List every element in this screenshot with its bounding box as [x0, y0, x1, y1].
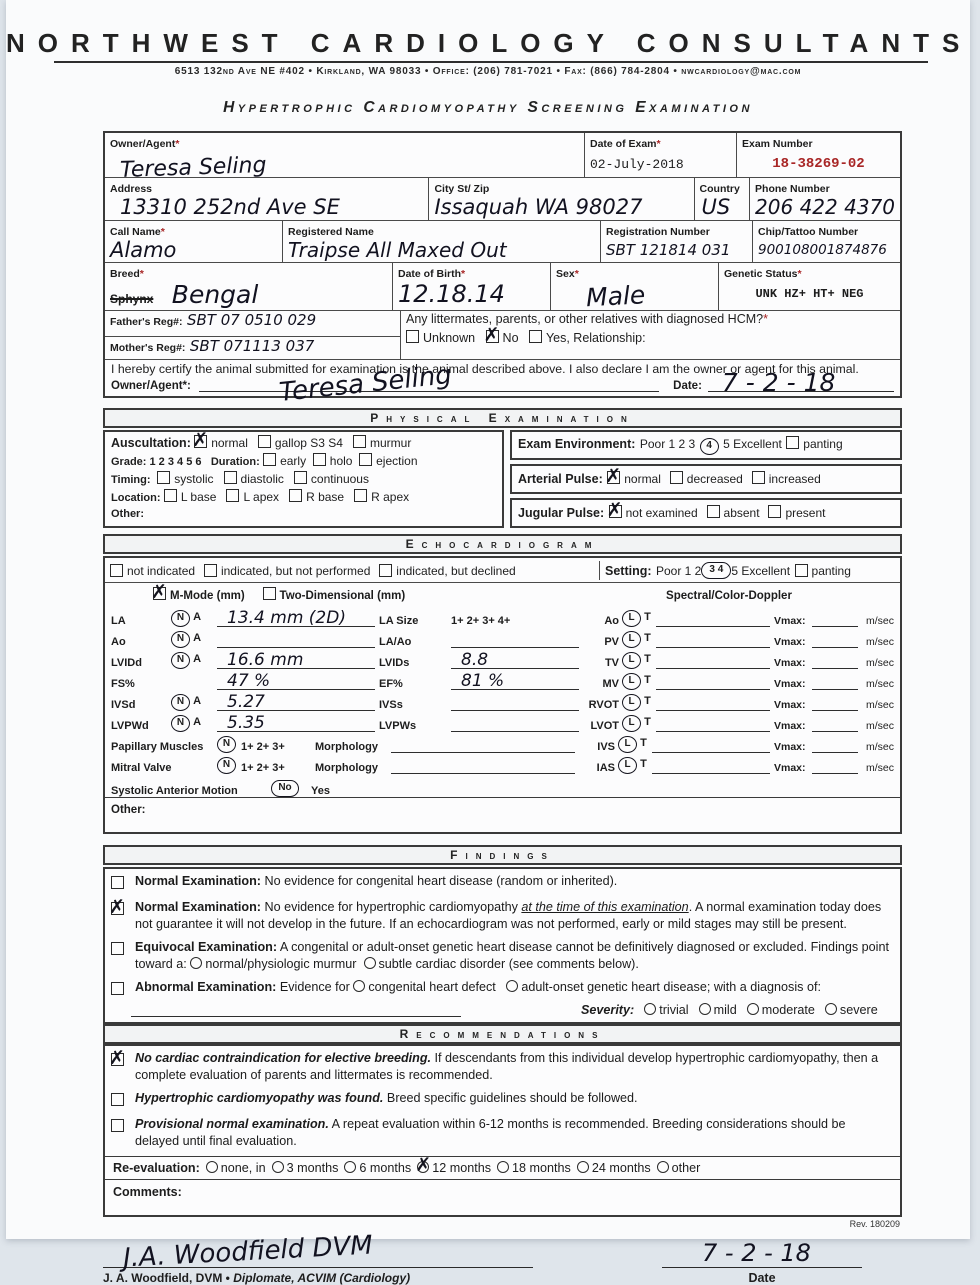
lvids-value: 8.8 [461, 650, 489, 670]
hcm-yes-checkbox[interactable] [529, 330, 542, 343]
loc-rapex-checkbox[interactable] [354, 489, 367, 502]
lvidd-n-circle[interactable]: N [171, 652, 190, 669]
sex-field[interactable]: Sex* Male [551, 263, 719, 310]
arterial-normal-checkbox[interactable] [607, 471, 620, 484]
breed-field[interactable]: Breed* Sphynx Bengal [105, 263, 393, 310]
timing-diastolic-checkbox[interactable] [224, 471, 237, 484]
la-n-circle[interactable]: N [171, 610, 190, 627]
lvot-l-circle[interactable]: L [622, 715, 641, 732]
exam-number-value: 18-38269-02 [772, 156, 865, 172]
vet-printed-name: J. A. Woodfield, DVM • [103, 1271, 230, 1285]
phone-field[interactable]: Phone Number 206 422 4370 [755, 183, 896, 219]
findings-header: Findings [103, 845, 902, 865]
chip-number-field[interactable]: Chip/Tattoo Number 900108001874876 [753, 221, 900, 262]
sam-no-circle[interactable]: No [271, 780, 299, 797]
call-name-field[interactable]: Call Name* Alamo [105, 221, 283, 262]
doppler-line[interactable] [656, 634, 770, 648]
dob-field[interactable]: Date of Birth* 12.18.14 [393, 263, 551, 310]
lvpwd-value: 5.35 [227, 713, 265, 733]
timing-continuous-checkbox[interactable] [294, 471, 307, 484]
form-title: Hypertrophic Cardiomyopathy Screening Examination [223, 99, 753, 116]
reeval-24mo-radio[interactable] [577, 1161, 589, 1173]
equivocal-subtle-radio[interactable] [364, 957, 376, 969]
rec3-checkbox[interactable] [111, 1119, 124, 1132]
laao-line[interactable] [451, 634, 579, 648]
abnormal-congenital-radio[interactable] [353, 980, 365, 992]
owner-agent-field[interactable]: Owner/Agent* Teresa Seling [105, 133, 585, 177]
certification-block: I hereby certify the animal submitted for examination is the animal described above. I also declare I am the owner or agent for this animal. Owner/Agent*: Teresa Seling Date: 7 - 2 - 18 [105, 360, 900, 396]
ias-l-circle[interactable]: L [618, 757, 637, 774]
reeval-3mo-radio[interactable] [272, 1161, 284, 1173]
echo-status-options: not indicated indicated, but not performed indicated, but declined [105, 561, 600, 580]
lvpwd-value-line[interactable] [217, 713, 375, 733]
breed-struck-value: Sphynx [110, 292, 154, 306]
severity-row: Severity: trivial mild moderate severe [105, 1001, 900, 1022]
parent-reg-fields [105, 311, 401, 359]
sex-value: Male [585, 280, 646, 313]
echo-header: Echocardiogram [103, 534, 902, 554]
vmax-line[interactable] [812, 697, 858, 711]
country-field[interactable]: Country US [695, 178, 751, 220]
abnormal-adult-onset-radio[interactable] [506, 980, 518, 992]
vmax-line[interactable] [812, 760, 858, 774]
reeval-6mo-radio[interactable] [344, 1161, 356, 1173]
ef-line[interactable] [451, 671, 579, 691]
duration-ejection-checkbox[interactable] [359, 453, 372, 466]
finding-normal-hcm: ✗ Normal Examination: No evidence for hypertrophic cardiomyopathy at the time of this examination. A normal examination today does not guarantee it will not develop in the future. If an echocardiogram was not performed, early or mild stages may still be present. [105, 895, 900, 935]
loc-lapex-checkbox[interactable] [226, 489, 239, 502]
echo-setting-field: Setting: Poor 1 2 3 4 5 Excellent panting [605, 563, 851, 578]
fs-value-line[interactable] [217, 671, 375, 691]
arterial-pulse-box: Arterial Pulse: ✗ normal decreased increased [510, 464, 902, 494]
date-of-exam-value: 02-July-2018 [590, 157, 684, 172]
vmax-line[interactable] [812, 676, 858, 690]
ausc-normal-checkbox[interactable] [194, 435, 207, 448]
footer-date-line[interactable] [662, 1233, 862, 1268]
date-of-exam-field[interactable]: Date of Exam* 02-July-2018 [585, 133, 737, 177]
registered-name-value: Traipse All Maxed Out [288, 238, 507, 262]
recommendations-header: Recommendations [103, 1024, 902, 1044]
exam-number-field: Exam Number 18-38269-02 [737, 133, 900, 177]
pv-l-circle[interactable]: L [622, 631, 641, 648]
finding2-checkbox[interactable] [111, 902, 124, 915]
ef-value: 81 % [461, 671, 505, 691]
city-field[interactable]: City St/ Zip Issaquah WA 98027 [429, 178, 694, 220]
doppler-line[interactable] [656, 676, 770, 690]
arterial-decreased-checkbox[interactable] [670, 471, 683, 484]
rec1-checkbox[interactable] [111, 1053, 124, 1066]
rvot-l-circle[interactable]: L [622, 694, 641, 711]
certification-text: I hereby certify the animal submitted for examination is the animal described above. I also declare I am the owner or agent for this animal. [111, 362, 859, 376]
finding-abnormal: Abnormal Examination: Evidence for congenital heart defect adult-onset genetic heart disease; with a diagnosis of: [105, 975, 900, 1001]
vmax-line[interactable] [812, 739, 858, 753]
ao-n-circle[interactable]: N [171, 631, 190, 648]
call-name-value: Alamo [110, 238, 177, 262]
vet-signature: J.A. Woodfield DVM [122, 1230, 374, 1274]
mmode-checkbox[interactable] [153, 587, 166, 600]
echo-not-indicated-checkbox[interactable] [110, 564, 123, 577]
loc-lbase-checkbox[interactable] [164, 489, 177, 502]
jugular-absent-checkbox[interactable] [707, 505, 720, 518]
reeval-none-radio[interactable] [206, 1161, 218, 1173]
rec-no-contraindication: ✗ No cardiac contraindication for elective breeding. If descendants from this individual develop hypertrophic cardiomyopathy, then a complete evaluation of parents and littermates is recommended. [105, 1046, 900, 1086]
comments-field[interactable]: Comments: [105, 1179, 900, 1215]
ao-l-circle[interactable]: L [622, 610, 641, 627]
owner-signature: Teresa Seling [277, 360, 454, 408]
doppler-line[interactable] [656, 613, 770, 627]
setting-circled-3-4[interactable]: 3 4 [701, 562, 731, 579]
scanned-form-page [6, 0, 973, 1285]
address-value: 13310 252nd Ave SE [120, 195, 340, 219]
duration-holo-checkbox[interactable] [313, 453, 326, 466]
finding1-checkbox[interactable] [111, 876, 124, 889]
father-reg-value: SBT 07 0510 029 [186, 311, 317, 329]
mv-l-circle[interactable]: L [622, 673, 641, 690]
breed-value: Bengal [171, 280, 259, 309]
registration-number-field[interactable]: Registration Number SBT 121814 031 [601, 221, 753, 262]
severity-severe-radio[interactable] [825, 1003, 837, 1015]
loc-rbase-checkbox[interactable] [289, 489, 302, 502]
echo-box: not indicated indicated, but not performed indicated, but declined Setting: Poor 1 2 3 4 5 Excellent panting ✗M-Mode (mm) Two-Dimensional (mm) Spectral/Color-Doppler LA N A 13.4 mm (2D) LA Size 1+ 2+ 3+ 4+ Ao L T Vmax: m/sec Ao N A LA/Ao PV L T Vmax: m/sec LVIDd N A 16.6 mm LVIDs 8.8 TV L T Vmax: m/sec FS% 47 % EF% 81 % MV L T Vmax: m/sec IVSd N A 5.27 IVSs RVOT L T Vmax: m/sec LVPWd N A 5.35 LVPWs LVOT L T Vmax: m/sec Papillary Muscles N 1+ 2+ 3+ Morphology IVS L T Vmax: m/sec Mitral Valve N 1+ 2+ 3+ Morphology IAS L T Vmax: m/sec Systolic Anterior Motion No Yes Other: [103, 556, 902, 834]
doppler-line[interactable] [652, 760, 770, 774]
hcm-question-field: Any littermates, parents, or other relatives with diagnosed HCM?* Unknown ✗ No Yes, Relationship: [401, 311, 900, 359]
owner-sign-label: Owner/Agent*: [111, 380, 191, 392]
finding-normal-congenital: Normal Examination: No evidence for congenital heart disease (random or inherited). [105, 869, 900, 895]
father-reg-field[interactable]: Father's Reg#: SBT 07 0510 029 [105, 311, 400, 337]
phone-value: 206 422 4370 [755, 195, 896, 219]
jugular-not-examined-checkbox[interactable] [609, 505, 622, 518]
owner-agent-value: Teresa Seling [119, 152, 267, 184]
lvidd-value-line[interactable] [217, 650, 375, 670]
vmax-line[interactable] [812, 718, 858, 732]
mv-morphology-line[interactable] [391, 760, 575, 774]
header-rule [54, 61, 928, 63]
papillary-n-circle[interactable]: N [217, 736, 236, 753]
la-value: 13.4 mm (2D) [227, 608, 346, 628]
genetic-status-options: UNK HZ+ HT+ NEG [755, 287, 864, 301]
rec-hcm-found: Hypertrophic cardiomyopathy was found. Breed specific guidelines should be followed. [105, 1086, 900, 1112]
echo-not-performed-checkbox[interactable] [204, 564, 217, 577]
arterial-increased-checkbox[interactable] [752, 471, 765, 484]
ivsd-value-line[interactable] [217, 692, 375, 712]
doppler-line[interactable] [656, 718, 770, 732]
la-value-line[interactable] [217, 608, 375, 628]
reevaluation-row: Re-evaluation: none, in 3 months 6 months ✗ 12 months 18 months 24 months other [105, 1156, 900, 1179]
hcm-unknown-checkbox[interactable] [406, 330, 419, 343]
doppler-line[interactable] [652, 739, 770, 753]
genetic-status-field[interactable]: Genetic Status* UNK HZ+ HT+ NEG [719, 263, 900, 310]
diagnosis-line[interactable] [131, 1003, 461, 1017]
dob-value: 12.18.14 [398, 280, 505, 308]
vmax-line[interactable] [812, 613, 858, 627]
footer-date-label: Date [748, 1271, 776, 1285]
pap-morphology-line[interactable] [391, 739, 575, 753]
lvpwd-n-circle[interactable]: N [171, 715, 190, 732]
ivs-l-circle[interactable]: L [618, 736, 637, 753]
ivsd-value: 5.27 [227, 692, 265, 712]
env-circled-4[interactable]: 4 [700, 438, 719, 455]
doppler-header: Spectral/Color-Doppler [666, 590, 792, 602]
lvidd-value: 16.6 mm [227, 650, 304, 670]
severity-mild-radio[interactable] [699, 1003, 711, 1015]
owner-sign-date: 7 - 2 - 18 [721, 368, 836, 397]
finding3-checkbox[interactable] [111, 942, 124, 955]
rec2-checkbox[interactable] [111, 1093, 124, 1106]
company-name: NORTHWEST CARDIOLOGY CONSULTANTS [6, 28, 973, 58]
lvpws-line[interactable] [451, 718, 579, 732]
timing-systolic-checkbox[interactable] [157, 471, 170, 484]
revision-number: Rev. 180209 [849, 1219, 900, 1229]
country-value: US [701, 195, 731, 219]
two-dimensional-checkbox[interactable] [263, 587, 276, 600]
chip-number-value: 900108001874876 [758, 242, 887, 258]
recommendations-box [103, 1044, 902, 1217]
ivss-line[interactable] [451, 697, 579, 711]
exam-right-column [510, 430, 902, 528]
registration-number-value: SBT 121814 031 [606, 241, 731, 259]
city-value: Issaquah WA 98027 [434, 195, 643, 219]
reeval-18mo-radio[interactable] [497, 1161, 509, 1173]
vmax-line[interactable] [812, 655, 858, 669]
severity-trivial-radio[interactable] [644, 1003, 656, 1015]
address-field[interactable]: Address 13310 252nd Ave SE [105, 178, 429, 220]
reeval-12mo-radio[interactable] [417, 1161, 429, 1173]
equivocal-murmur-radio[interactable] [190, 957, 202, 969]
mother-reg-value: SBT 071113 037 [189, 337, 315, 355]
doppler-line[interactable] [656, 655, 770, 669]
mother-reg-field[interactable]: Mother's Reg#: SBT 071113 037 [110, 337, 315, 355]
owner-sign-date-line[interactable] [708, 368, 894, 397]
reeval-other-radio[interactable] [657, 1161, 669, 1173]
ao-value-line[interactable] [217, 634, 375, 648]
mitral-n-circle[interactable]: N [217, 757, 236, 774]
registered-name-field[interactable]: Registered Name Traipse All Maxed Out [283, 221, 601, 262]
ausc-murmur-checkbox[interactable] [353, 435, 366, 448]
hcm-no-checkbox[interactable] [486, 330, 499, 343]
echo-declined-checkbox[interactable] [379, 564, 392, 577]
ausc-gallop-checkbox[interactable] [258, 435, 271, 448]
echo-measurements: LA N A 13.4 mm (2D) LA Size 1+ 2+ 3+ 4+ Ao L T Vmax: m/sec Ao N A LA/Ao PV L T Vmax: m/sec LVIDd N A 16.6 mm LVIDs 8.8 TV L T Vmax: m/sec FS% 47 % EF% 81 % MV L T Vmax: m/sec IVSd N A 5.27 IVSs RVOT L T Vmax: m/sec LVPWd N A 5.35 LVPWs LVOT L T Vmax: m/sec Papillary Muscles N 1+ 2+ 3+ Morphology IVS L T Vmax: m/sec Mitral Valve N 1+ 2+ 3+ Morphology IAS L T Vmax: m/sec Systolic Anterior Motion No Yes [111, 608, 894, 797]
tv-l-circle[interactable]: L [622, 652, 641, 669]
finding4-checkbox[interactable] [111, 982, 124, 995]
jugular-present-checkbox[interactable] [768, 505, 781, 518]
echo-other-field[interactable]: Other: [105, 797, 900, 832]
vmax-line[interactable] [812, 634, 858, 648]
ivsd-n-circle[interactable]: N [171, 694, 190, 711]
doppler-line[interactable] [656, 697, 770, 711]
duration-early-checkbox[interactable] [263, 453, 276, 466]
physical-exam-header: Physical Examination [103, 408, 902, 428]
finding-equivocal: Equivocal Examination: A congenital or adult-onset genetic heart disease cannot be definitively diagnosed or excluded. Findings point toward a: normal/physiologic murmur subtle cardiac disorder (see comments below). [105, 935, 900, 975]
footer-date-value: 7 - 2 - 18 [702, 1239, 811, 1267]
company-address: 6513 132nd Ave NE #402 • Kirkland, WA 98033 • Office: (206) 781-7021 • Fax: (866) 784-2804 • nwcardiology@mac.com [174, 66, 802, 77]
setting-panting-checkbox[interactable] [795, 564, 808, 577]
severity-moderate-radio[interactable] [747, 1003, 759, 1015]
owner-agent-label: Owner/Agent [110, 138, 176, 150]
auscultation-box: Auscultation: ✗ normal gallop S3 S4 murmur Grade: 1 2 3 4 5 6 Duration: early holo ejection Timing: systolic diastolic continuous Location: L base L apex R base R apex Other: [103, 430, 504, 528]
exam-environment-box: Exam Environment: Poor 1 2 3 4 5 Excellent panting [510, 430, 902, 460]
owner-info-table [103, 131, 902, 408]
signature-footer: J.A. Woodfield DVM J. A. Woodfield, DVM • Diplomate, ACVIM (Cardiology) 7 - 2 - 18 Date [103, 1233, 902, 1285]
env-panting-checkbox[interactable] [786, 436, 799, 449]
findings-box [103, 867, 902, 1024]
lvids-line[interactable] [451, 650, 579, 670]
rec-provisional: Provisional normal examination. A repeat evaluation within 6-12 months is recommended. Breeding considerations should be delayed until final evaluation. [105, 1112, 900, 1156]
vet-signature-line[interactable] [103, 1230, 533, 1274]
jugular-pulse-box: Jugular Pulse: ✗ not examined absent present [510, 498, 902, 528]
fs-value: 47 % [227, 671, 271, 691]
